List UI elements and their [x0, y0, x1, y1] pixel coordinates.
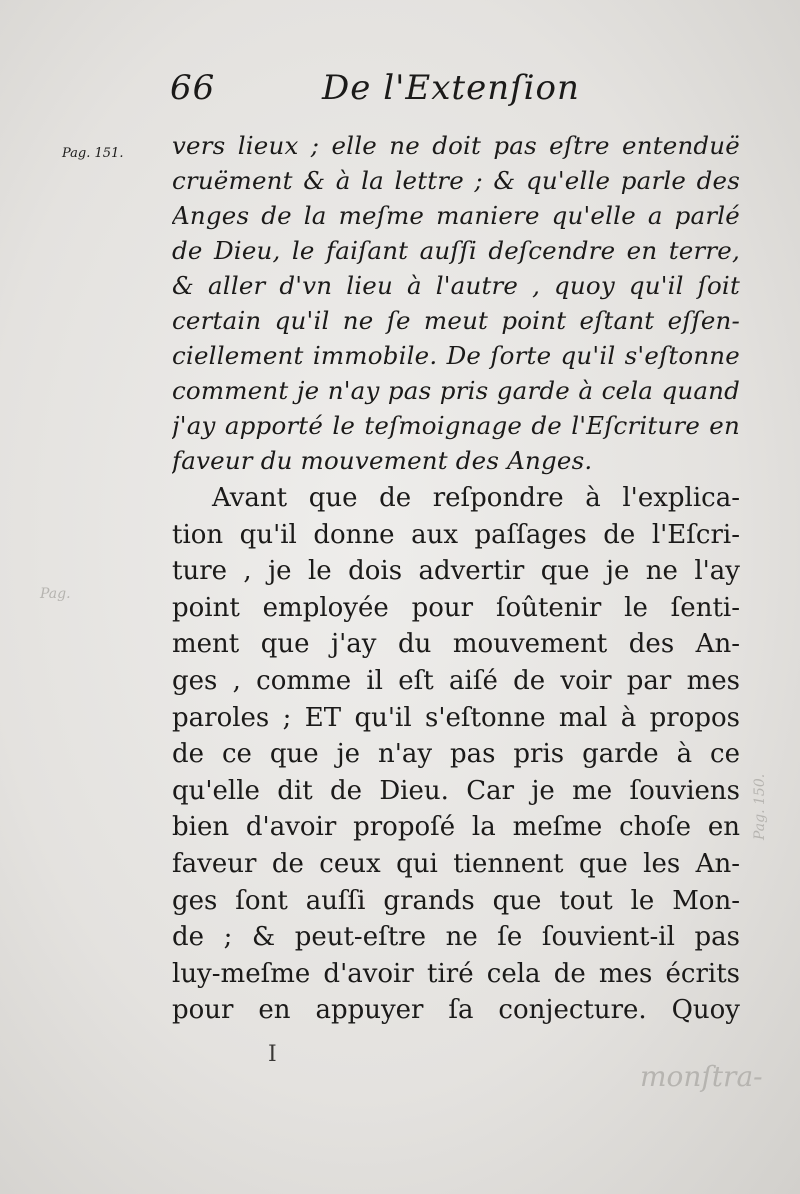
- bleed-through-note-right: Pag. 150.: [752, 773, 768, 840]
- text-line: faveur de ceux qui tiennent que les An-: [172, 848, 740, 879]
- text-line: ment que j'ay du mouvement des An-: [172, 629, 740, 660]
- text-line: qu'elle dit de Dieu. Car je me ſouviens: [172, 775, 740, 806]
- text-line: ture , je le dois advertir que je ne l'ay: [172, 556, 740, 587]
- text-line: ges ſont auſſi grands que tout le Mon-: [172, 885, 740, 916]
- body-text: [172, 128, 740, 1029]
- running-title: De l'Extenſion: [322, 68, 580, 108]
- text-line: Anges de la meſme maniere qu'elle a parlé: [172, 201, 740, 230]
- signature-mark: I: [268, 1042, 277, 1067]
- text-line: cruëment & à la lettre ; & qu'elle parle des: [172, 166, 740, 195]
- page-number: 66: [170, 68, 216, 108]
- text-line: luy-meſme d'avoir tiré cela de mes écrits: [172, 958, 740, 989]
- text-line: ges , comme il eſt aiſé de voir par mes: [172, 665, 740, 696]
- catchword: monſtra-: [640, 1060, 763, 1093]
- text-line: j'ay apporté le teſmoignage de l'Eſcriture en: [172, 411, 740, 440]
- bleed-through-note-left: Pag.: [40, 586, 71, 602]
- text-line: tion qu'il donne aux paſſages de l'Eſcri-: [172, 519, 740, 550]
- page-header: [170, 68, 730, 118]
- text-line: ciellement immobile. De ſorte qu'il s'eſtonne: [172, 341, 740, 370]
- margin-note-left: Pag. 151.: [62, 146, 124, 161]
- text-line: bien d'avoir propoſé la meſme choſe en: [172, 812, 740, 843]
- text-line: de ce que je n'ay pas pris garde à ce: [172, 739, 740, 770]
- text-line: vers lieux ; elle ne doit pas eſtre entenduë: [172, 131, 740, 160]
- italic-passage: [172, 128, 740, 478]
- text-line: de Dieu, le faiſant auſſi deſcendre en terre,: [172, 236, 740, 265]
- text-line: faveur du mouvement des Anges.: [172, 446, 593, 475]
- text-line: & aller d'vn lieu à l'autre , quoy qu'il ſoit: [172, 271, 740, 300]
- text-line: comment je n'ay pas pris garde à cela quand: [172, 376, 740, 405]
- roman-passage: [172, 480, 740, 1029]
- text-line: certain qu'il ne ſe meut point eſtant eſſen-: [172, 306, 740, 335]
- text-line: de ; & peut-eſtre ne ſe ſouvient-il pas: [172, 922, 740, 953]
- text-line: paroles ; ET qu'il s'eſtonne mal à propos: [172, 702, 740, 733]
- text-line: pour en appuyer ſa conjecture. Quoy: [172, 995, 740, 1026]
- text-line: Avant que de reſpondre à l'explica-: [212, 483, 740, 513]
- text-line: point employée pour ſoûtenir le ſenti-: [172, 592, 740, 623]
